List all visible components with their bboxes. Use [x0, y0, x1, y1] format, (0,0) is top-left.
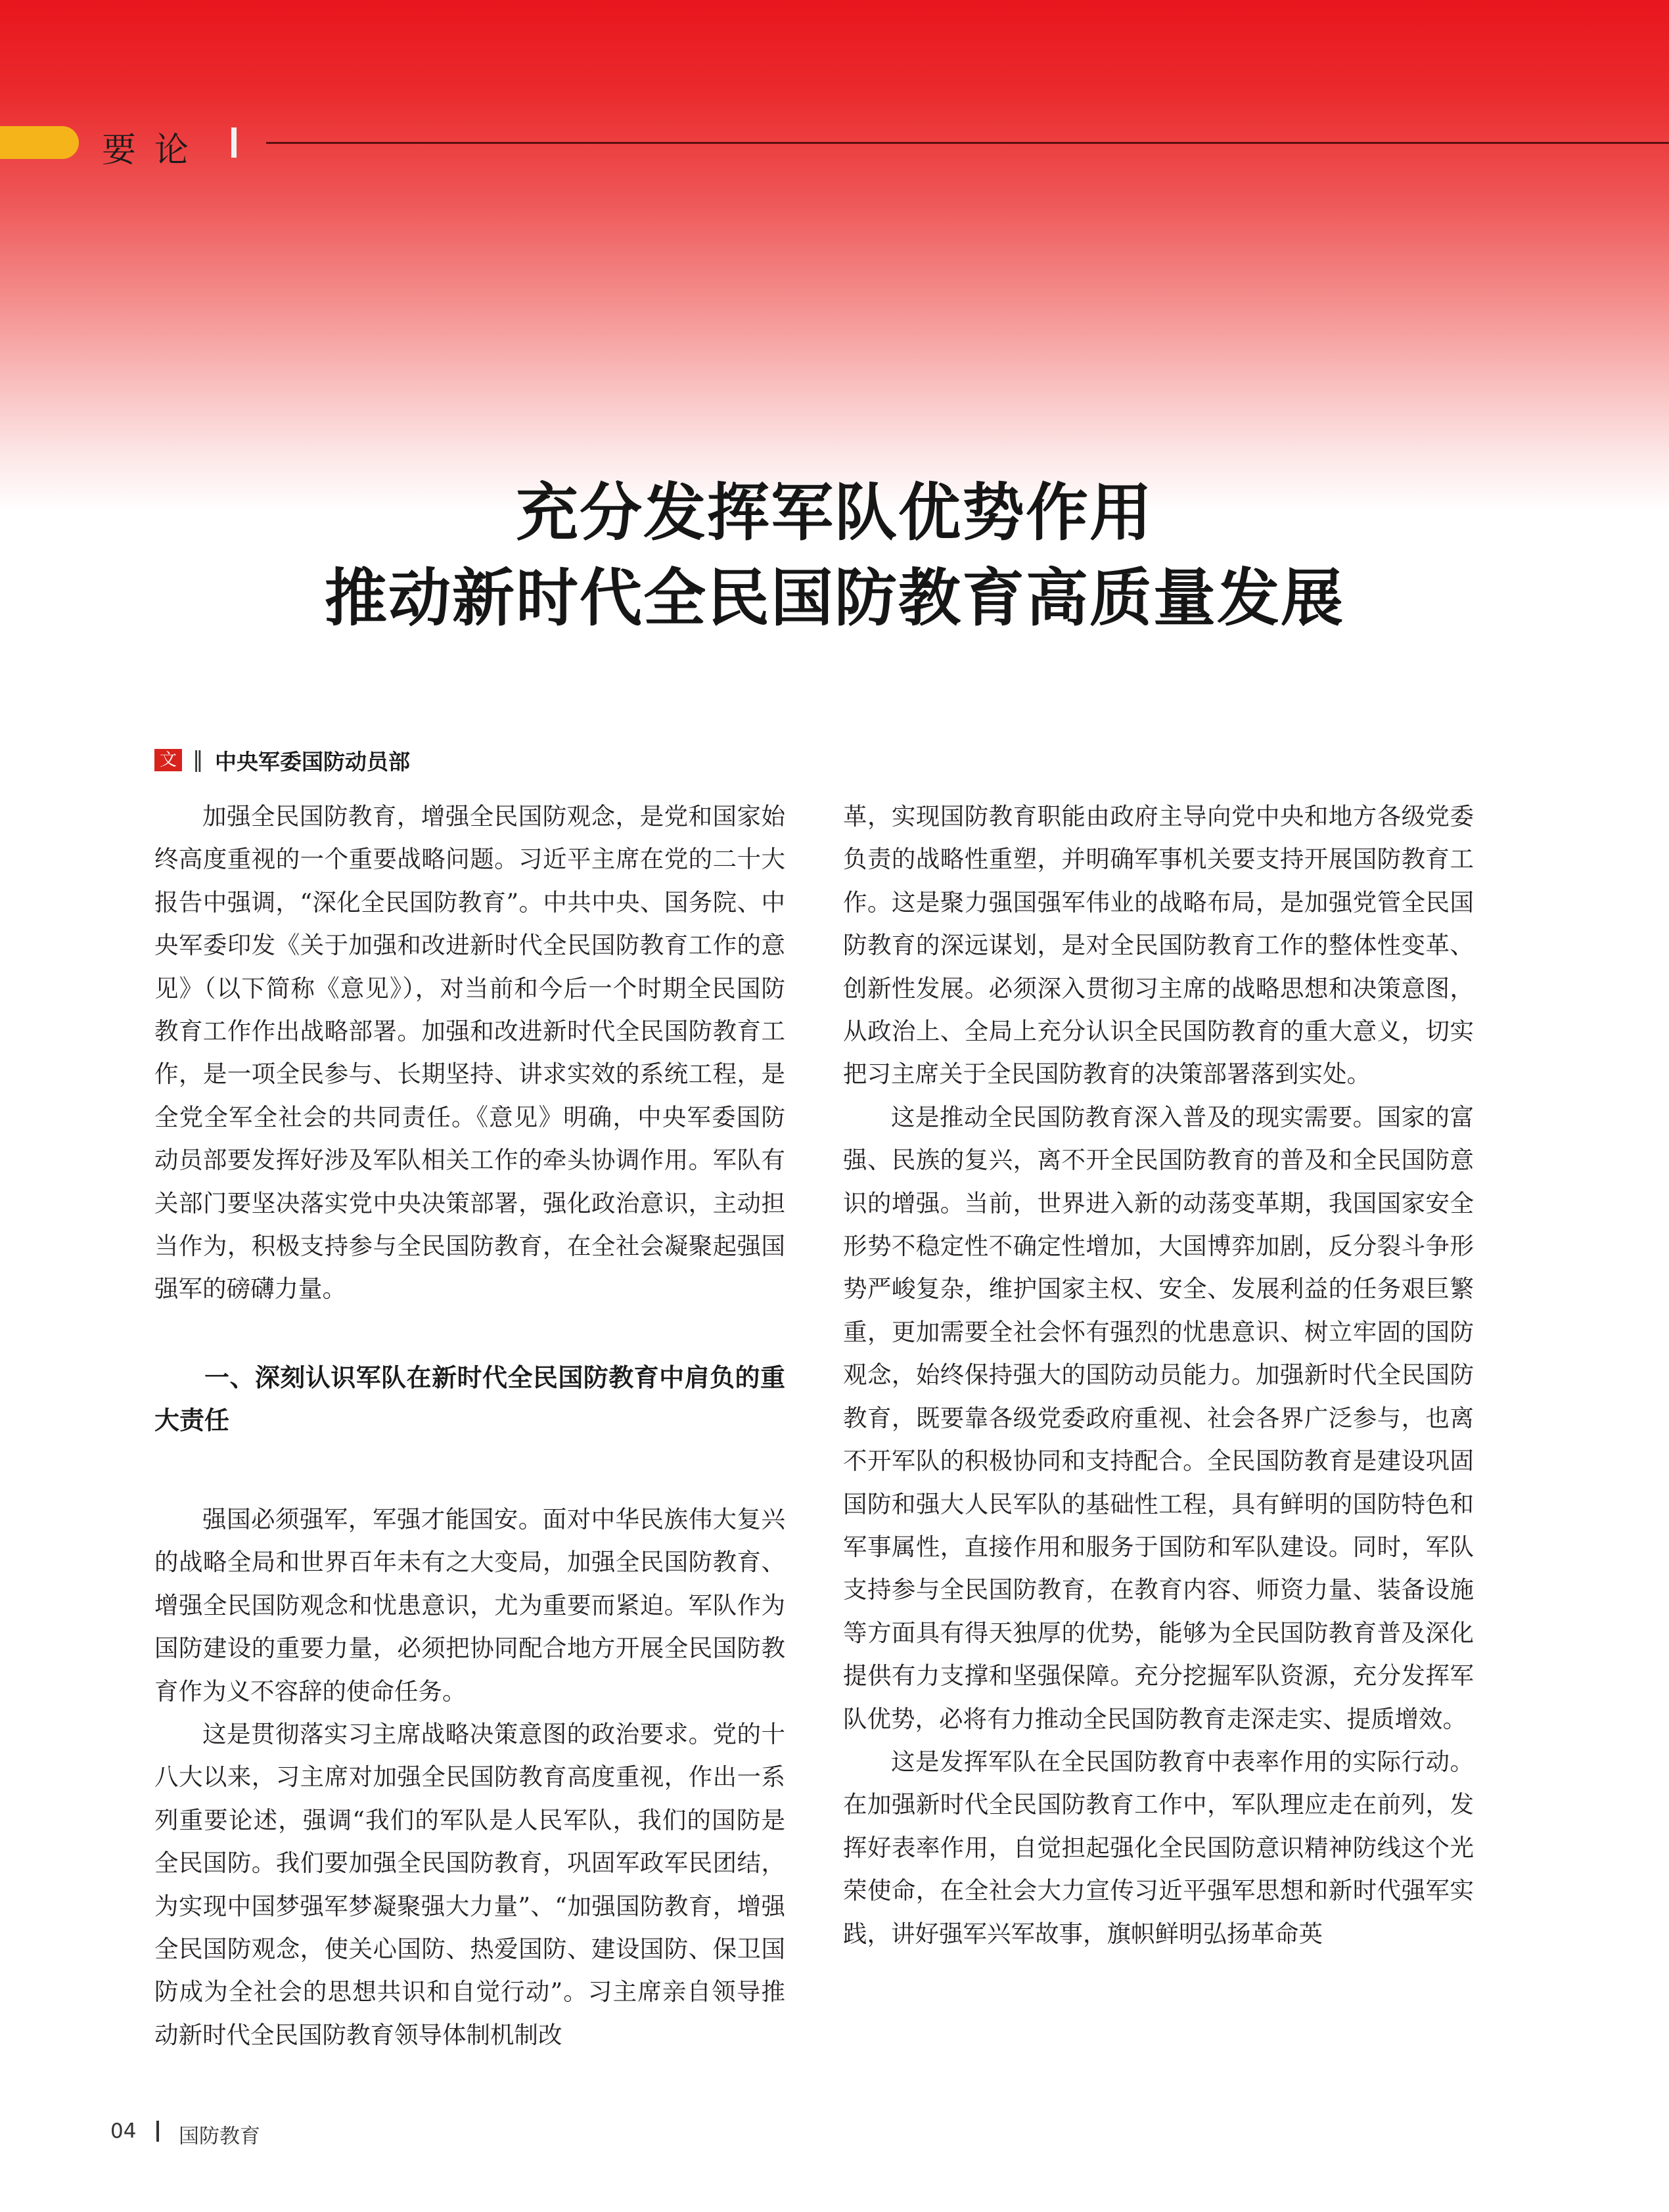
article-title-line-2: 推动新时代全民国防教育高质量发展 — [324, 562, 1344, 635]
publication-name: 国防教育 — [179, 2125, 260, 2148]
footer-divider — [156, 2121, 159, 2142]
paragraph-continued: 革，实现国防教育职能由政府主导向党中央和地方各级党委负责的战略性重塑，并明确军事机关要支持开展国防教育工作。这是聚力强国强军伟业的战略布局，是加强党管全民国防教育的深远谋划，是对全民国防教育工作的整体性变革、创新性发展。必须深入贯彻习主席的战略思想和决策意图，从政治上、全局上充分认识全民国防教育的重大意义，切实把习主席关于全民国防教育的决策部署落到实处。 — [843, 802, 1474, 1089]
left-column — [154, 795, 785, 2056]
text-label-icon: 文 — [154, 749, 182, 771]
author-name: 中央军委国防动员部 — [215, 749, 410, 775]
section-header — [0, 126, 1669, 170]
paragraph: 这是贯彻落实习主席战略决策意图的政治要求。党的十八大以来，习主席对加强全民国防教育高度重视，作出一系列重要论述，强调“我们的军队是人民军队，我们的国防是全民国防。我们要加强全民国防教育，巩固军政军民团结，为实现中国梦强军梦凝聚强大力量”、“加强国防教育，增强全民国防观念，使关心国防、热爱国防、建设国防、保卫国防成为全社会的思想共识和自觉行动”。习主席亲自领导推动新时代全民国防教育领导体制机制改 — [154, 1719, 785, 2049]
section-marker — [0, 126, 79, 159]
page-number: 04 — [110, 2119, 137, 2143]
header-red-gradient — [0, 0, 1669, 512]
paragraph: 加强全民国防教育，增强全民国防观念，是党和国家始终高度重视的一个重要战略问题。习近平主席在党的二十大报告中强调，“深化全民国防教育”。中共中央、国务院、中央军委印发《关于加强和改进新时代全民国防教育工作的意见》（以下简称《意见》），对当前和今后一个时期全民国防教育工作作出战略部署。加强和改进新时代全民国防教育工作，是一项全民参与、长期坚持、讲求实效的系统工程，是全党全军全社会的共同责任。《意见》明确，中央军委国防动员部要发挥好涉及军队相关工作的牵头协调作用。军队有关部门要坚决落实党中央决策部署，强化政治意识，主动担当作为，积极支持参与全民国防教育，在全社会凝聚起强国强军的磅礴力量。 — [154, 802, 785, 1303]
paragraph: 这是发挥军队在全民国防教育中表率作用的实际行动。在加强新时代全民国防教育工作中，军队理应走在前列，发挥好表率作用，自觉担起强化全民国防意识精神防线这个光荣使命，在全社会大力宣传习近平强军思想和新时代强军实践，讲好强军兴军故事，旗帜鲜明弘扬革命英 — [843, 1747, 1474, 1948]
byline-separator: ‖ — [193, 746, 204, 772]
paragraph: 这是推动全民国防教育深入普及的现实需要。国家的富强、民族的复兴，离不开全民国防教育的普及和全民国防意识的增强。当前，世界进入新的动荡变革期，我国国家安全形势不稳定性不确定性增加，大国博弈加剧，反分裂斗争形势严峻复杂，维护国家主权、安全、发展利益的任务艰巨繁重，更加需要全社会怀有强烈的忧患意识、树立牢固的国防观念，始终保持强大的国防动员能力。加强新时代全民国防教育，既要靠各级党委政府重视、社会各界广泛参与，也离不开军队的积极协同和支持配合。全民国防教育是建设巩固国防和强大人民军队的基础性工程，具有鲜明的国防特色和军事属性，直接作用和服务于国防和军队建设。同时，军队支持参与全民国防教育，在教育内容、师资力量、装备设施等方面具有得天独厚的优势，能够为全民国防教育普及深化提供有力支撑和坚强保障。充分挖掘军队资源，充分发挥军队优势，必将有力推动全民国防教育走深走实、提质增效。 — [843, 1102, 1474, 1733]
article-title-line-1: 充分发挥军队优势作用 — [515, 477, 1153, 549]
right-column — [843, 795, 1474, 1955]
section-rule-line — [266, 142, 1669, 144]
section-divider — [231, 127, 237, 158]
section-heading: 一、深刻认识军队在新时代全民国防教育中肩负的重大责任 — [154, 1363, 785, 1435]
paragraph: 强国必须强军，军强才能国安。面对中华民族伟大复兴的战略全局和世界百年未有之大变局，加强全民国防教育、增强全民国防观念和忧患意识，尤为重要而紧迫。军队作为国防建设的重要力量，必须把协同配合地方开展全民国防教育作为义不容辞的使命任务。 — [154, 1504, 785, 1705]
section-label: 要论 — [102, 131, 208, 170]
